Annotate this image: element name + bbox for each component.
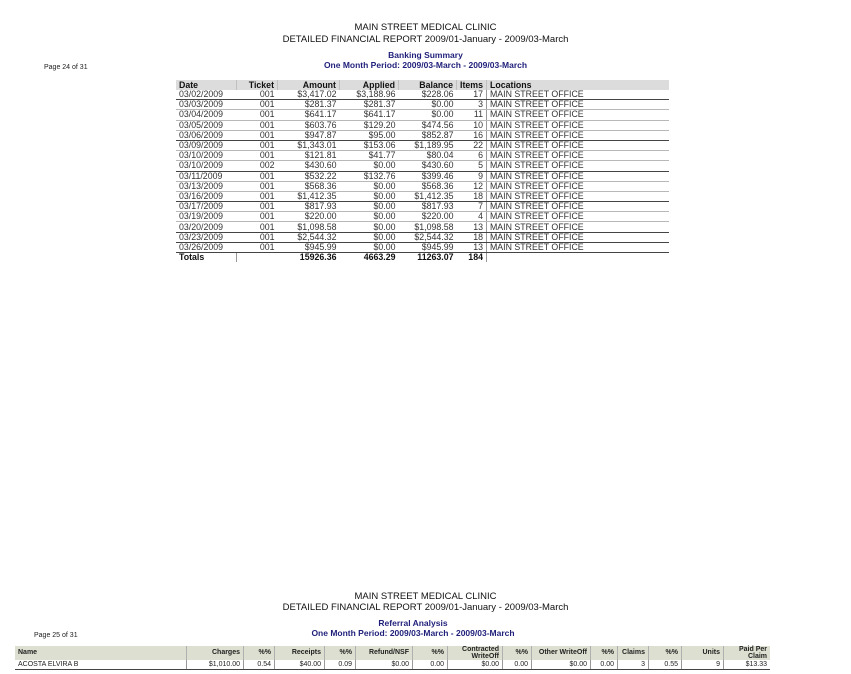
location-cell: MAIN STREET OFFICE <box>486 100 669 110</box>
items-cell: 6 <box>457 151 487 161</box>
ticket-cell: 002 <box>237 161 278 171</box>
refund-cell: $0.00 <box>356 660 413 670</box>
items-cell: 13 <box>457 242 487 252</box>
location-cell: MAIN STREET OFFICE <box>486 171 669 181</box>
claims-pct-cell: 0.55 <box>649 660 682 670</box>
ticket-cell: 001 <box>237 171 278 181</box>
totals-label: Totals <box>179 252 205 263</box>
amount-cell: $121.81 <box>278 151 340 161</box>
col-name: Name <box>15 646 187 660</box>
date-cell: 03/10/2009 <box>176 151 237 161</box>
table-row <box>176 110 669 120</box>
table-row <box>176 120 669 130</box>
date-cell: 03/13/2009 <box>176 181 237 191</box>
date-cell: 03/19/2009 <box>176 212 237 222</box>
balance-cell: $228.06 <box>399 90 457 100</box>
name-cell: ACOSTA ELVIRA B <box>15 660 187 670</box>
ticket-cell: 001 <box>237 100 278 110</box>
col-amount: Amount <box>278 80 340 90</box>
col-refund-pct: %% <box>413 646 448 660</box>
applied-cell: $95.00 <box>340 130 399 140</box>
table-row <box>176 130 669 140</box>
totals-items: 184 <box>468 252 483 263</box>
totals-row <box>176 253 669 263</box>
applied-cell: $41.77 <box>340 151 399 161</box>
page-label: Page 24 of 31 <box>44 64 88 71</box>
location-cell: MAIN STREET OFFICE <box>486 161 669 171</box>
applied-cell: $0.00 <box>340 161 399 171</box>
location-cell: MAIN STREET OFFICE <box>486 191 669 201</box>
totals-location <box>486 253 669 263</box>
table-row <box>176 242 669 252</box>
other-writeoff-cell: $0.00 <box>532 660 591 670</box>
clinic-name: MAIN STREET MEDICAL CLINIC <box>354 22 497 33</box>
date-cell: 03/04/2009 <box>176 110 237 120</box>
amount-cell: $1,412.35 <box>278 191 340 201</box>
col-balance: Balance <box>399 80 457 90</box>
location-cell: MAIN STREET OFFICE <box>486 242 669 252</box>
ticket-cell: 001 <box>237 151 278 161</box>
col-receipts-pct: %% <box>325 646 356 660</box>
amount-cell: $641.17 <box>278 110 340 120</box>
ticket-cell: 001 <box>237 242 278 252</box>
items-cell: 17 <box>457 90 487 100</box>
col-charges-pct: %% <box>244 646 275 660</box>
totals-applied: 4663.29 <box>363 252 396 263</box>
table-row <box>176 181 669 191</box>
balance-cell: $568.36 <box>399 181 457 191</box>
page-label-2: Page 25 of 31 <box>34 632 78 639</box>
date-cell: 03/06/2009 <box>176 130 237 140</box>
col-paid-per-claim: Paid Per Claim <box>724 646 771 660</box>
date-cell: 03/10/2009 <box>176 161 237 171</box>
amount-cell: $945.99 <box>278 242 340 252</box>
balance-cell: $2,544.32 <box>399 232 457 242</box>
applied-cell: $0.00 <box>340 202 399 212</box>
table-row <box>176 202 669 212</box>
amount-cell: $603.76 <box>278 120 340 130</box>
table-row <box>176 232 669 242</box>
applied-cell: $129.20 <box>340 120 399 130</box>
balance-cell: $0.00 <box>399 100 457 110</box>
table-row <box>176 212 669 222</box>
applied-cell: $0.00 <box>340 232 399 242</box>
col-contracted-writeoff: Contracted WriteOff <box>448 646 503 660</box>
location-cell: MAIN STREET OFFICE <box>486 140 669 150</box>
balance-cell: $474.56 <box>399 120 457 130</box>
applied-cell: $281.37 <box>340 100 399 110</box>
ticket-cell: 001 <box>237 181 278 191</box>
section-title-2: Referral Analysis <box>378 618 448 628</box>
table-row <box>176 222 669 232</box>
items-cell: 12 <box>457 181 487 191</box>
location-cell: MAIN STREET OFFICE <box>486 202 669 212</box>
claims-cell: 3 <box>618 660 649 670</box>
ticket-cell: 001 <box>237 140 278 150</box>
applied-cell: $0.00 <box>340 242 399 252</box>
ticket-cell: 001 <box>237 90 278 100</box>
location-cell: MAIN STREET OFFICE <box>486 130 669 140</box>
col-charges: Charges <box>187 646 244 660</box>
referral-analysis-table <box>15 646 770 670</box>
ticket-cell: 001 <box>237 120 278 130</box>
items-cell: 18 <box>457 191 487 201</box>
date-cell: 03/03/2009 <box>176 100 237 110</box>
table-row <box>15 660 770 670</box>
items-cell: 22 <box>457 140 487 150</box>
col-claims-pct: %% <box>649 646 682 660</box>
date-cell: 03/23/2009 <box>176 232 237 242</box>
applied-cell: $0.00 <box>340 181 399 191</box>
table-row <box>176 90 669 100</box>
date-cell: 03/20/2009 <box>176 222 237 232</box>
ticket-cell: 001 <box>237 202 278 212</box>
items-cell: 9 <box>457 171 487 181</box>
items-cell: 16 <box>457 130 487 140</box>
amount-cell: $532.22 <box>278 171 340 181</box>
items-cell: 13 <box>457 222 487 232</box>
col-units: Units <box>682 646 724 660</box>
items-cell: 4 <box>457 212 487 222</box>
balance-cell: $80.04 <box>399 151 457 161</box>
other-pct-cell: 0.00 <box>591 660 618 670</box>
col-applied: Applied <box>340 80 399 90</box>
amount-cell: $817.93 <box>278 202 340 212</box>
location-cell: MAIN STREET OFFICE <box>486 120 669 130</box>
amount-cell: $1,098.58 <box>278 222 340 232</box>
clinic-name-2: MAIN STREET MEDICAL CLINIC <box>354 591 497 602</box>
amount-cell: $568.36 <box>278 181 340 191</box>
ticket-cell: 001 <box>237 191 278 201</box>
report-title: DETAILED FINANCIAL REPORT 2009/01-January - 2009/03-March <box>282 34 569 45</box>
col-locations: Locations <box>486 80 669 90</box>
report-period-2: One Month Period: 2009/03-March - 2009/03-March <box>311 628 515 638</box>
date-cell: 03/02/2009 <box>176 90 237 100</box>
items-cell: 18 <box>457 232 487 242</box>
charges-pct-cell: 0.54 <box>244 660 275 670</box>
receipts-cell: $40.00 <box>275 660 325 670</box>
units-cell: 9 <box>682 660 724 670</box>
section-title: Banking Summary <box>388 50 463 60</box>
table-header-row <box>15 646 770 660</box>
report-title-2: DETAILED FINANCIAL REPORT 2009/01-January - 2009/03-March <box>282 602 569 613</box>
items-cell: 11 <box>457 110 487 120</box>
amount-cell: $947.87 <box>278 130 340 140</box>
balance-cell: $1,189.95 <box>399 140 457 150</box>
items-cell: 5 <box>457 161 487 171</box>
refund-pct-cell: 0.00 <box>413 660 448 670</box>
date-cell: 03/16/2009 <box>176 191 237 201</box>
ticket-cell: 001 <box>237 222 278 232</box>
items-cell: 10 <box>457 120 487 130</box>
table-row <box>176 161 669 171</box>
table-row <box>176 100 669 110</box>
ticket-cell: 001 <box>237 130 278 140</box>
ticket-cell: 001 <box>237 232 278 242</box>
amount-cell: $281.37 <box>278 100 340 110</box>
date-cell: 03/26/2009 <box>176 242 237 252</box>
col-contracted-pct: %% <box>503 646 532 660</box>
contracted-pct-cell: 0.00 <box>503 660 532 670</box>
report-period: One Month Period: 2009/03-March - 2009/03-March <box>323 60 528 70</box>
amount-cell: $220.00 <box>278 212 340 222</box>
col-refund-nsf: Refund/NSF <box>356 646 413 660</box>
contracted-cell: $0.00 <box>448 660 503 670</box>
applied-cell: $132.76 <box>340 171 399 181</box>
applied-cell: $0.00 <box>340 212 399 222</box>
table-row <box>176 191 669 201</box>
balance-cell: $852.87 <box>399 130 457 140</box>
applied-cell: $0.00 <box>340 222 399 232</box>
items-cell: 7 <box>457 202 487 212</box>
balance-cell: $1,098.58 <box>399 222 457 232</box>
table-row <box>176 140 669 150</box>
paid-per-claim-cell: $13.33 <box>724 660 771 670</box>
totals-balance: 11263.07 <box>417 252 454 263</box>
location-cell: MAIN STREET OFFICE <box>486 222 669 232</box>
items-cell: 3 <box>457 100 487 110</box>
col-other-pct: %% <box>591 646 618 660</box>
amount-cell: $1,343.01 <box>278 140 340 150</box>
balance-cell: $945.99 <box>399 242 457 252</box>
ticket-cell: 001 <box>237 110 278 120</box>
totals-ticket <box>237 253 278 263</box>
amount-cell: $2,544.32 <box>278 232 340 242</box>
date-cell: 03/05/2009 <box>176 120 237 130</box>
col-receipts: Receipts <box>275 646 325 660</box>
col-items: Items <box>457 80 487 90</box>
col-date: Date <box>176 80 237 90</box>
col-ticket: Ticket <box>237 80 278 90</box>
applied-cell: $0.00 <box>340 191 399 201</box>
amount-cell: $3,417.02 <box>278 90 340 100</box>
balance-cell: $430.60 <box>399 161 457 171</box>
location-cell: MAIN STREET OFFICE <box>486 151 669 161</box>
balance-cell: $399.46 <box>399 171 457 181</box>
date-cell: 03/09/2009 <box>176 140 237 150</box>
date-cell: 03/11/2009 <box>176 171 237 181</box>
banking-summary-table <box>176 80 669 262</box>
balance-cell: $0.00 <box>399 110 457 120</box>
date-cell: 03/17/2009 <box>176 202 237 212</box>
charges-cell: $1,010.00 <box>187 660 244 670</box>
amount-cell: $430.60 <box>278 161 340 171</box>
balance-cell: $817.93 <box>399 202 457 212</box>
balance-cell: $1,412.35 <box>399 191 457 201</box>
applied-cell: $3,188.96 <box>340 90 399 100</box>
location-cell: MAIN STREET OFFICE <box>486 212 669 222</box>
table-row <box>176 171 669 181</box>
location-cell: MAIN STREET OFFICE <box>486 90 669 100</box>
location-cell: MAIN STREET OFFICE <box>486 181 669 191</box>
location-cell: MAIN STREET OFFICE <box>486 110 669 120</box>
location-cell: MAIN STREET OFFICE <box>486 232 669 242</box>
col-other-writeoff: Other WriteOff <box>532 646 591 660</box>
table-row <box>176 151 669 161</box>
ticket-cell: 001 <box>237 212 278 222</box>
applied-cell: $153.06 <box>340 140 399 150</box>
col-claims: Claims <box>618 646 649 660</box>
totals-amount: 15926.36 <box>299 252 337 263</box>
receipts-pct-cell: 0.09 <box>325 660 356 670</box>
applied-cell: $641.17 <box>340 110 399 120</box>
balance-cell: $220.00 <box>399 212 457 222</box>
